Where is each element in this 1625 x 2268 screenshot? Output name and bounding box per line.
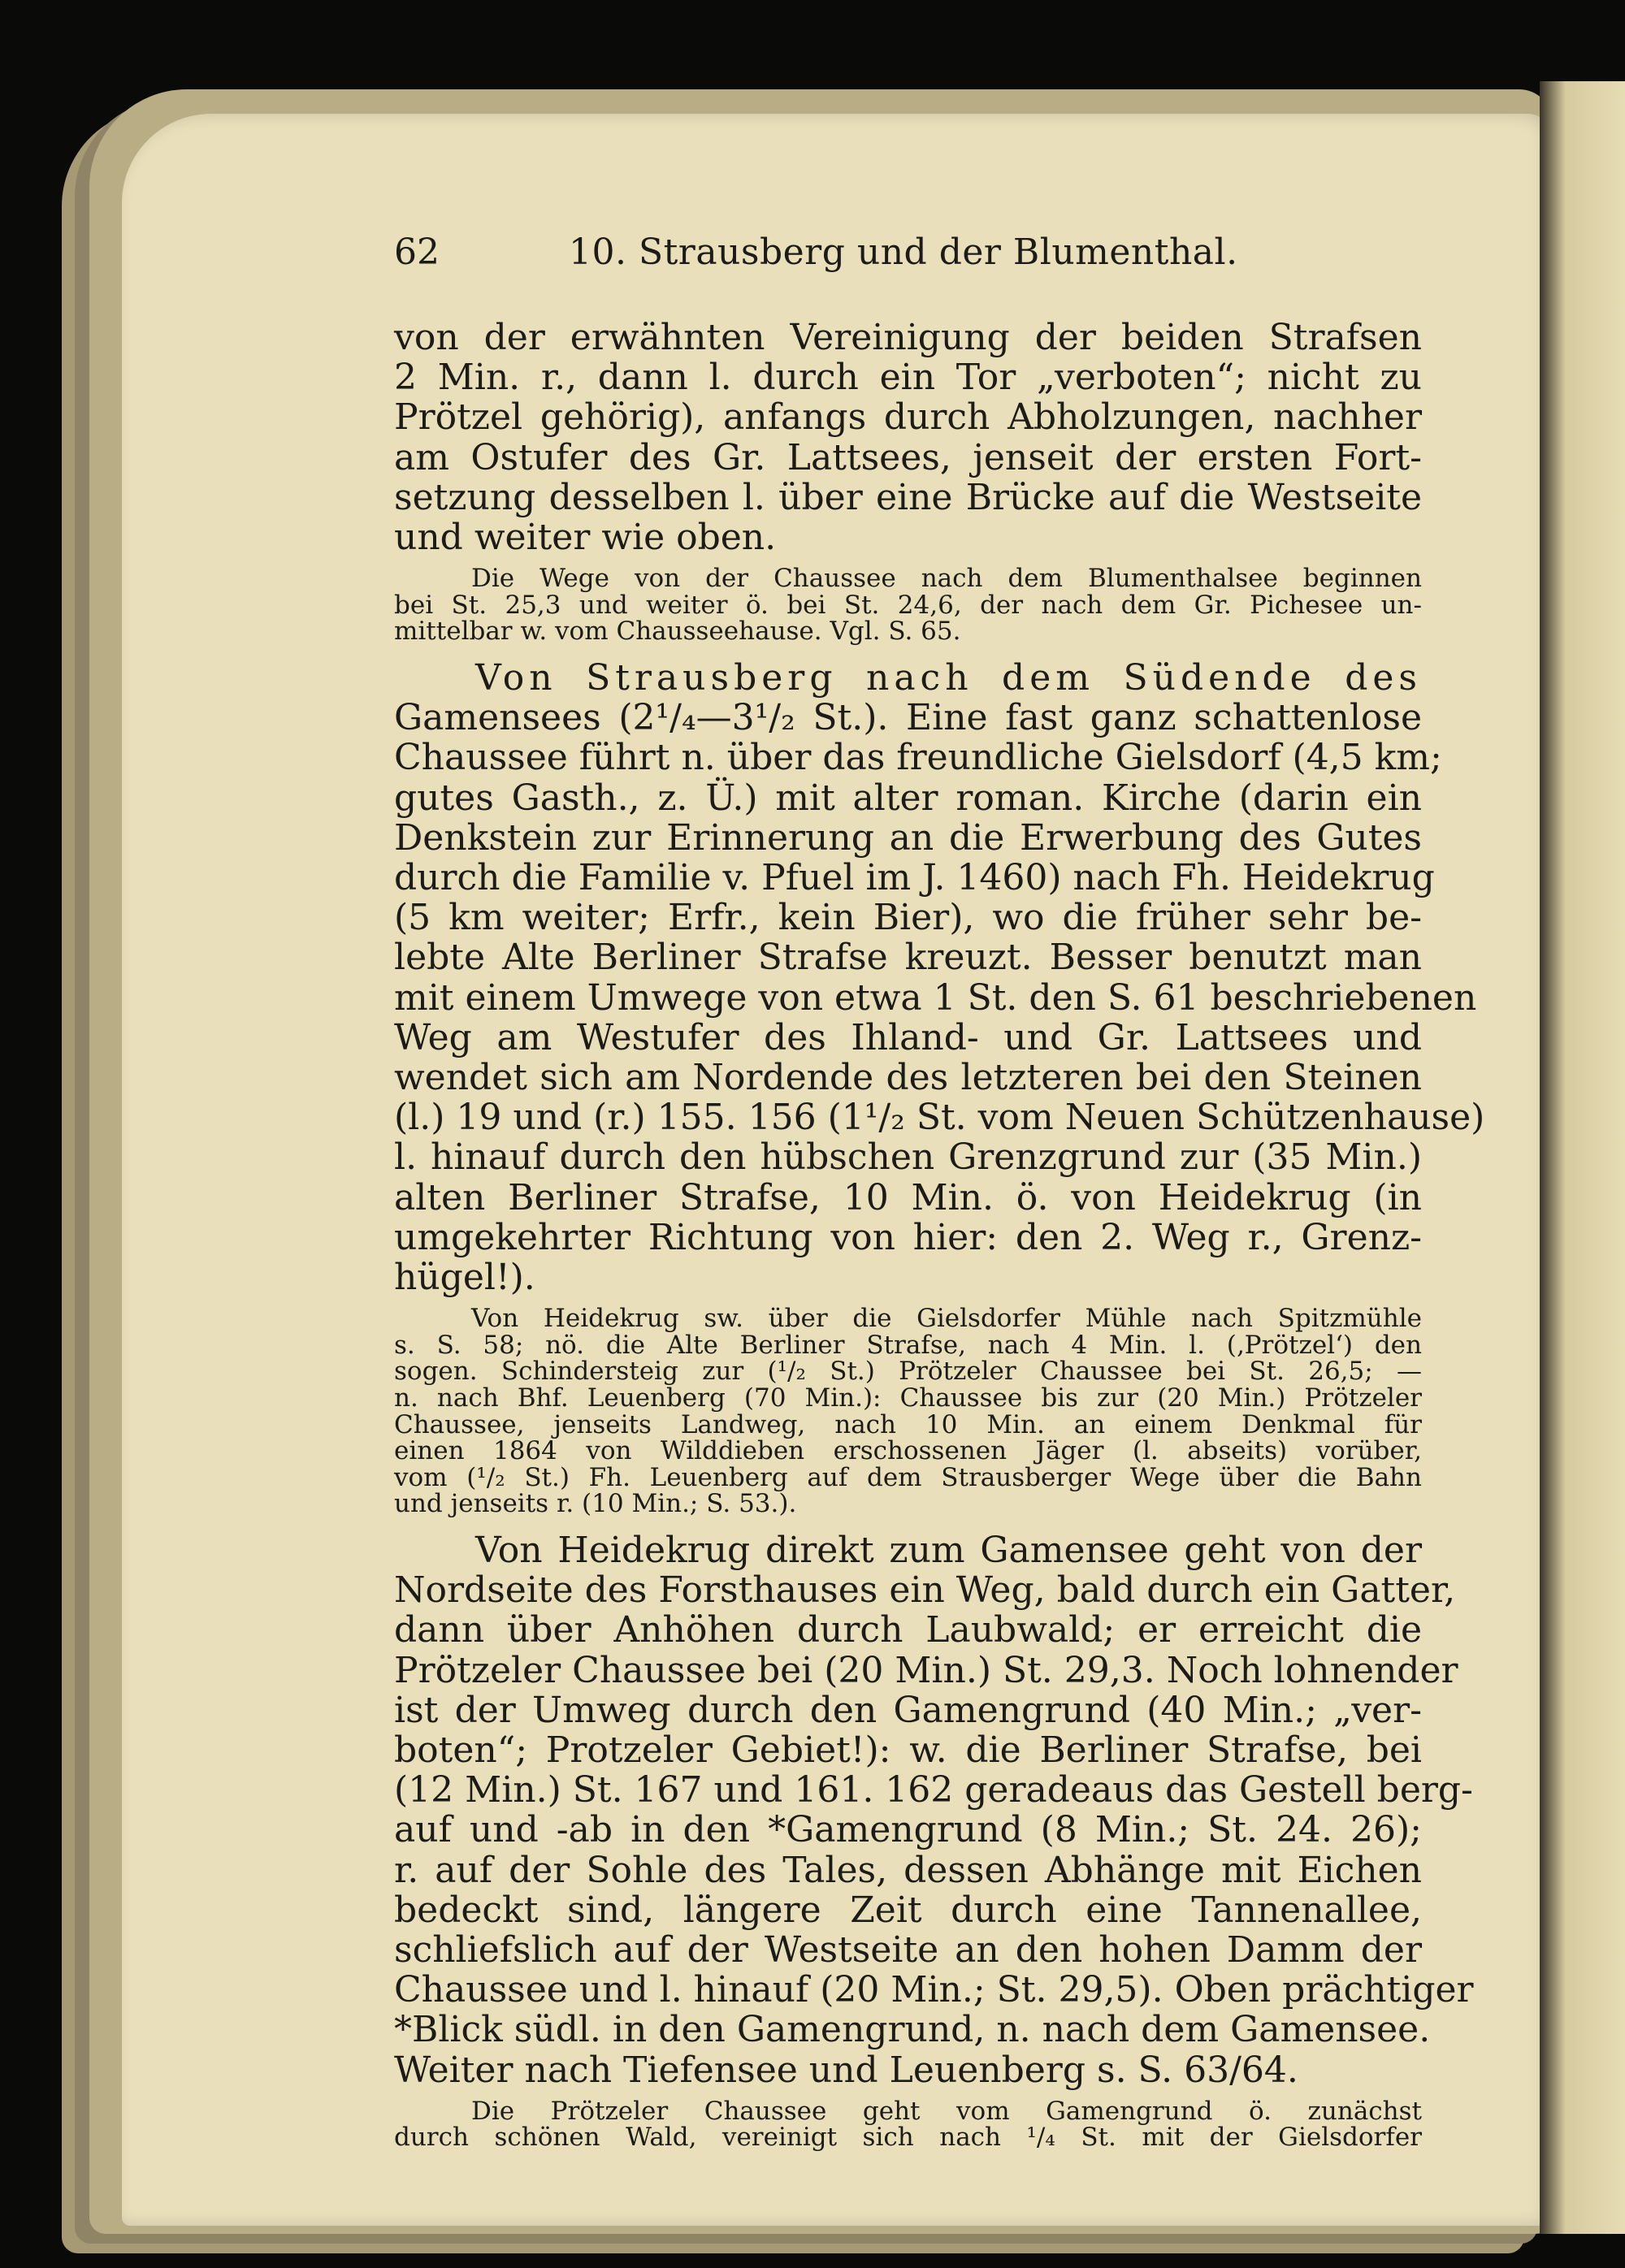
- note-line: n. nach Bhf. Leuenberg (70 Min.): Chaussee bis zur (20 Min.) Prötzeler: [394, 1383, 1422, 1413]
- text-line: gutes Gasth., z. Ü.) mit alter roman. Kirche (darin ein: [394, 777, 1422, 819]
- note-line: Chaussee, jenseits Landweg, nach 10 Min. an einem Denkmal für: [394, 1409, 1422, 1439]
- text-line: Chaussee führt n. über das freundliche Gielsdorf (4,5 km;: [394, 737, 1442, 779]
- note-line: sogen. Schindersteig zur (¹/₂ St.) Prötzeler Chaussee bei St. 26,5; —: [394, 1357, 1422, 1387]
- page-text: [394, 232, 1485, 2153]
- text-line: umgekehrter Richtung von hier: den 2. Weg r., Grenz-: [394, 1216, 1422, 1258]
- text-line: lebte Alte Berliner Strafse kreuzt. Besser benutzt man: [394, 937, 1422, 979]
- note-3: [394, 2098, 1422, 2151]
- text-line: Prötzel gehörig), anfangs durch Abholzungen, nachher: [394, 396, 1422, 439]
- paragraph-2: [394, 657, 1485, 1299]
- book-gutter: [1540, 81, 1625, 2234]
- note-line: durch schönen Wald, vereinigt sich nach ¹/₄ St. mit der Gielsdorfer: [394, 2123, 1422, 2153]
- text-line: hügel!).: [394, 1257, 535, 1299]
- section-heading-line: Von Strausberg nach dem Südende des: [475, 657, 1422, 699]
- text-line: boten“; Protzeler Gebiet!): w. die Berliner Strafse, bei: [394, 1729, 1422, 1772]
- text-line: durch die Familie v. Pfuel im J. 1460) nach Fh. Heidekrug: [394, 857, 1435, 899]
- paragraph-1: [394, 318, 1422, 557]
- text-line: r. auf der Sohle des Tales, dessen Abhänge mit Eichen: [394, 1849, 1422, 1891]
- note-line: Die Prötzeler Chaussee geht vom Gamengrund ö. zunächst: [471, 2096, 1422, 2126]
- paragraph-3: [394, 1530, 1474, 2091]
- note-line: Von Heidekrug sw. über die Gielsdorfer Mühle nach Spitzmühle: [471, 1304, 1422, 1334]
- text-line: (5 km weiter; Erfr., kein Bier), wo die früher sehr be-: [394, 897, 1422, 939]
- running-title: 10. Strausberg und der Blumenthal.: [569, 232, 1238, 273]
- text-line: Prötzeler Chaussee bei (20 Min.) St. 29,3. Noch lohnender: [394, 1649, 1458, 1691]
- note-1: [394, 565, 1422, 645]
- text-line: Nordseite des Forsthauses ein Weg, bald durch ein Gatter,: [394, 1569, 1456, 1612]
- note-line: Die Wege von der Chaussee nach dem Blumenthalsee beginnen: [471, 564, 1422, 594]
- text-line: und weiter wie oben.: [394, 517, 777, 559]
- text-line: alten Berliner Strafse, 10 Min. ö. von Heidekrug (in: [394, 1176, 1422, 1218]
- text-line: Von Heidekrug direkt zum Gamensee geht von der: [475, 1530, 1422, 1571]
- running-header: [394, 232, 1422, 280]
- text-line: Gamensees (2¹/₄—3¹/₂ St.). Eine fast ganz schattenlose: [394, 697, 1422, 739]
- note-line: s. S. 58; nö. die Alte Berliner Strafse, nach 4 Min. l. (‚Prötzel‘) den: [394, 1330, 1422, 1360]
- text-line: dann über Anhöhen durch Laubwald; er erreicht die: [394, 1609, 1422, 1651]
- text-line: wendet sich am Nordende des letzteren bei den Steinen: [394, 1057, 1422, 1099]
- text-line: bedeckt sind, längere Zeit durch eine Tannenallee,: [394, 1889, 1422, 1931]
- text-line: schliefslich auf der Westseite an den hohen Damm der: [394, 1929, 1422, 1972]
- text-line: mit einem Umwege von etwa 1 St. den S. 61 beschriebenen: [394, 976, 1477, 1019]
- text-line: ist der Umweg durch den Gamengrund (40 Min.; „ver-: [394, 1689, 1422, 1731]
- text-line: (l.) 19 und (r.) 155. 156 (1¹/₂ St. vom Neuen Schützenhause): [394, 1097, 1485, 1139]
- text-line: (12 Min.) St. 167 und 161. 162 geradeaus das Gestell berg-: [394, 1769, 1473, 1811]
- text-line: l. hinauf durch den hübschen Grenzgrund zur (35 Min.): [394, 1136, 1422, 1179]
- text-line: auf und -ab in den *Gamengrund (8 Min.; St. 24. 26);: [394, 1809, 1422, 1851]
- text-line: am Ostufer des Gr. Lattsees, jenseit der ersten Fort-: [394, 436, 1422, 478]
- text-line: *Blick südl. in den Gamengrund, n. nach dem Gamensee.: [394, 2009, 1431, 2051]
- text-line: 2 Min. r., dann l. durch ein Tor „verboten“; nicht zu: [394, 357, 1422, 399]
- note-2: [394, 1305, 1422, 1517]
- text-line: Weg am Westufer des Ihland- und Gr. Lattsees und: [394, 1016, 1422, 1058]
- note-line: einen 1864 von Wilddieben erschossenen Jäger (l. abseits) vorüber,: [394, 1436, 1422, 1466]
- note-line: und jenseits r. (10 Min.; S. 53.).: [394, 1489, 797, 1519]
- text-line: Weiter nach Tiefensee und Leuenberg s. S. 63/64.: [394, 2049, 1298, 2091]
- text-line: von der erwähnten Vereinigung der beiden Strafsen: [394, 317, 1422, 358]
- note-line: mittelbar w. vom Chausseehause. Vgl. S. 65.: [394, 617, 961, 647]
- text-line: Chaussee und l. hinauf (20 Min.; St. 29,5). Oben prächtiger: [394, 1969, 1474, 2011]
- note-line: vom (¹/₂ St.) Fh. Leuenberg auf dem Strausberger Wege über die Bahn: [394, 1462, 1422, 1492]
- page-number: 62: [394, 232, 440, 273]
- text-line: Denkstein zur Erinnerung an die Erwerbung des Gutes: [394, 816, 1422, 859]
- note-line: bei St. 25,3 und weiter ö. bei St. 24,6, der nach dem Gr. Pichesee un-: [394, 590, 1422, 620]
- text-line: setzung desselben l. über eine Brücke auf die Westseite: [394, 476, 1422, 518]
